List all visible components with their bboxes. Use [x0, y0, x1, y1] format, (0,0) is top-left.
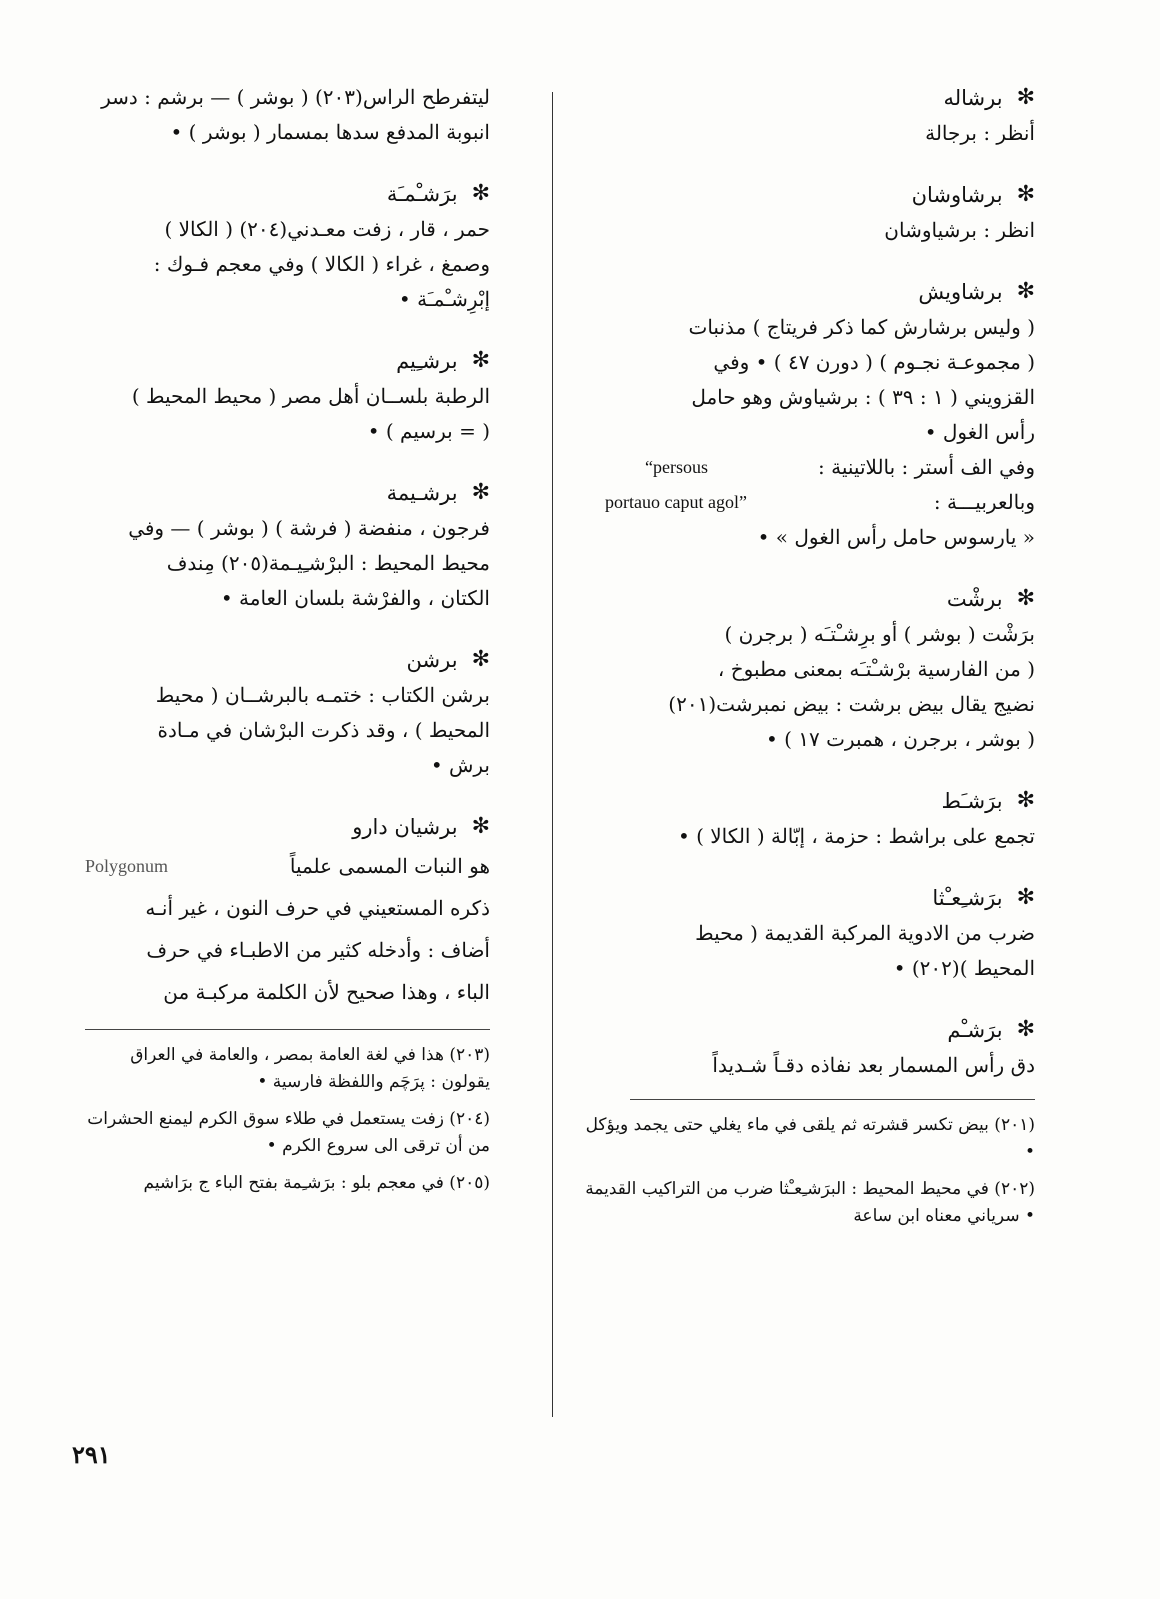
entry-head: برَشـَط: [941, 789, 1003, 813]
entry-line: حمر ، قار ، زفت معـدني(٢٠٤) ( الكالا ): [164, 217, 490, 241]
asterisk-icon: ✻: [471, 814, 490, 839]
entry-head: برشْت: [946, 587, 1003, 611]
entry-head: برَشـْم: [947, 1018, 1003, 1042]
asterisk-icon: ✻: [1016, 182, 1035, 207]
entry-head: برشاوشان: [911, 183, 1003, 207]
entry: [575, 783, 1035, 854]
entry-line: انظر : برشياوشان: [884, 218, 1035, 242]
arabic-text: وبالعربيـــة :: [933, 490, 1035, 514]
entry: [85, 80, 490, 150]
entry: [575, 177, 1035, 248]
entry-line: انبوبة المدفع سدها بمسمار ( بوشر ) •: [170, 120, 490, 144]
entry-line: ( وليس برشارش كما ذكر فريتاج ) مذنبات: [688, 315, 1035, 339]
entry-line: رأس الغول •: [924, 420, 1035, 444]
entry-line: ليتفرطح الراس(٢٠٣) ( بوشر ) — برشم : دسر: [101, 85, 490, 109]
column-divider: [552, 92, 553, 1417]
entry-line: أضاف : وأدخله كثير من الاطبـاء في حرف: [146, 938, 490, 962]
right-column: [575, 80, 1035, 1240]
entry-line: برَشْت ( بوشر ) أو برِشـْتـَه ( برجرن ): [724, 622, 1035, 646]
entry: [85, 176, 490, 317]
entry-line: برشن الكتاب : ختمـه بالبرشــان ( محيط: [155, 683, 490, 707]
footnote-divider: [85, 1029, 490, 1030]
entry-line: محيط المحيط : البرْشـِيـمة(٢٠٥) مِندف: [166, 551, 490, 575]
entry-line: الباء ، وهذا صحيح لأن الكلمة مركبـة من: [163, 980, 490, 1004]
arabic-text: هو النبات المسمى علمياً: [289, 854, 490, 878]
entry-head: برشاله: [943, 86, 1003, 110]
asterisk-icon: ✻: [1016, 788, 1035, 813]
asterisk-icon: ✻: [1016, 586, 1035, 611]
entry-line: ( = برسيم ) •: [367, 419, 490, 443]
entry: [85, 343, 490, 449]
entry-head: برشن: [406, 648, 458, 672]
latin-text: Polygonum: [85, 856, 169, 876]
mixed-line: [85, 845, 490, 887]
entry-head: برشاويش: [918, 280, 1003, 304]
footnote: (٢٠٤) زفت يستعمل في طلاء سوق الكرم ليمنع الحشرات من أن ترقى الى سروع الكرم •: [87, 1109, 490, 1156]
asterisk-icon: ✻: [471, 647, 490, 672]
footnote: (٢٠٥) في معجم بلو : برَشـِمة بفتح الباء ج برَاشيم: [143, 1173, 490, 1193]
asterisk-icon: ✻: [471, 348, 490, 373]
entry-line: الكتان ، والفرْشة بلسان العامة •: [220, 586, 490, 610]
entry: [575, 581, 1035, 757]
arabic-text: وفي الف أستر : باللاتينية :: [818, 455, 1035, 479]
page-number: ٢٩١: [72, 1440, 111, 1469]
entry-head: برَشـِعـْثا: [932, 886, 1003, 910]
latin-text: portauo caput agol”: [605, 492, 747, 512]
entry-line: فرجون ، منفضة ( فرشة ) ( بوشر ) — وفي: [128, 516, 490, 540]
asterisk-icon: ✻: [1016, 85, 1035, 110]
entry: [575, 80, 1035, 151]
footnote: (٢٠٢) في محيط المحيط : البرَشـِعـْثا ضرب من التراكيب القديمة • سرياني معناه ابن ساعة: [585, 1179, 1035, 1226]
entry-head: برشـيمة: [386, 481, 458, 505]
left-column: [85, 80, 490, 1207]
entry-line: المحيط )(٢٠٢) •: [893, 956, 1035, 980]
entry-head: برشيان دارو: [352, 815, 458, 839]
entry-line: أنظر : برجالة: [925, 121, 1035, 145]
entry-line: الرطبة بلســان أهل مصر ( محيط المحيط ): [131, 384, 490, 408]
entry-line: ( من الفارسية برْشـْتـَه بمعنى مطبوخ ،: [717, 657, 1035, 681]
entry: [575, 1012, 1035, 1083]
mixed-line: [575, 485, 1035, 520]
asterisk-icon: ✻: [471, 480, 490, 505]
entry: [575, 274, 1035, 555]
entry: [575, 880, 1035, 986]
entry: [85, 475, 490, 616]
entry-head: برَشـْمـَة: [386, 182, 458, 206]
entry-line: « يارسوس حامل رأس الغول » •: [757, 525, 1035, 549]
footnote-divider: [630, 1099, 1035, 1100]
entry-line: إبْرِشـْمـَة •: [398, 287, 490, 311]
entry-line: تجمع على براشط : حزمة ، إبّالة ( الكالا ) •: [677, 824, 1035, 848]
asterisk-icon: ✻: [471, 181, 490, 206]
footnote: (٢٠٣) هذا في لغة العامة بمصر ، والعامة في العراق يقولون : پرَچَم واللفظة فارسية •: [130, 1045, 490, 1092]
entry-line: برش •: [430, 753, 490, 777]
asterisk-icon: ✻: [1016, 279, 1035, 304]
entry: [85, 642, 490, 783]
entry-line: نضيج يقال بيض برشت : بيض نمبرشت(٢٠١): [668, 692, 1035, 716]
entry-line: دق رأس المسمار بعد نفاذه دقـاً شـديداً: [712, 1053, 1035, 1077]
latin-text: “persous: [645, 457, 708, 477]
entry-line: ذكره المستعيني في حرف النون ، غير أنـه: [145, 896, 490, 920]
entry-line: ( بوشر ، برجرن ، همبرت ١٧ ) •: [765, 727, 1035, 751]
entry: [85, 809, 490, 1013]
asterisk-icon: ✻: [1016, 1017, 1035, 1042]
entry-line: ضرب من الادوية المركبة القديمة ( محيط: [695, 921, 1035, 945]
entry-line: المحيط ) ، وقد ذكرت البرْشان في مـادة: [157, 718, 490, 742]
mixed-line: [575, 450, 1035, 485]
entry-line: القزويني ( ١ : ٣٩ ) : برشياوش وهو حامل: [691, 385, 1035, 409]
entry-line: ( مجموعـة نجـوم ) ( دورن ٤٧ ) • وفي: [713, 350, 1035, 374]
footnote: (٢٠١) بيض تكسر قشرته ثم يلقى في ماء يغلي حتى يجمد ويؤكل •: [585, 1115, 1035, 1162]
entry-line: وصمغ ، غراء ( الكالا ) وفي معجم فـوك :: [153, 252, 490, 276]
asterisk-icon: ✻: [1016, 885, 1035, 910]
entry-head: برشـِيم: [396, 349, 458, 373]
